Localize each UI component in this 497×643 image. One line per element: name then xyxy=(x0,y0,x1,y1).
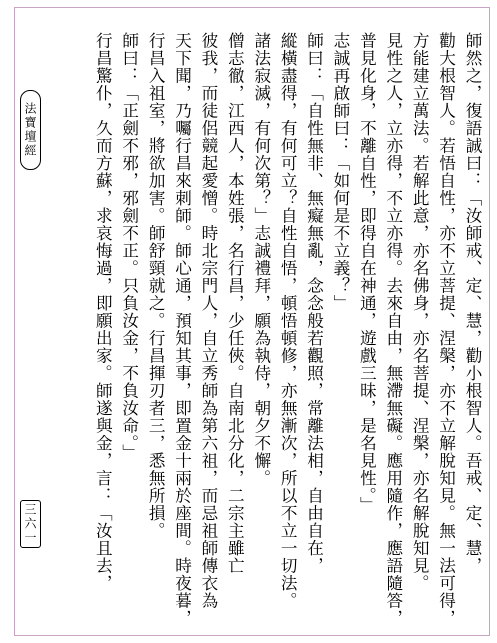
page-number: 三六一 xyxy=(23,503,37,545)
text-column: 諸法寂滅，有何次第？」志誠禮拜，願為執侍，朝夕不懈。 xyxy=(251,32,271,487)
text-column: 行昌驚仆，久而方蘇，求哀悔過，即願出家。師遂與金，言：「汝且去， xyxy=(93,32,113,592)
text-column: 普見化身，不離自性，即得自在神通，遊戲三昧，是名見性。」 xyxy=(357,32,377,514)
text-column: 天下聞，乃囑行昌來刺師。師心通，預知其事，即置金十兩於座間。時夜暮， xyxy=(172,32,192,627)
page-number-tab xyxy=(20,500,41,548)
text-column: 僧志徹，江西人，本姓張，名行昌，少任俠。自南北分化，二宗主雖亡 xyxy=(225,32,245,575)
vertical-text-body xyxy=(55,32,485,636)
text-column: 師然之，復語誠曰：「汝師戒、定、慧，勸小根智人。吾戒、定、慧， xyxy=(463,32,482,575)
text-column: 師曰：「自性無非、無癡無亂，念念般若觀照，常離法相，自由自在， xyxy=(304,32,324,575)
text-column: 見性之人，立亦得，不立亦得。去來自由，無滯無礙。應用隨作，應語隨答， xyxy=(383,32,403,627)
book-title: 法寶壇經 xyxy=(23,102,37,158)
book-title-tab xyxy=(20,90,41,170)
text-column: 方能建立萬法。若解此意，亦名佛身，亦名菩提、涅槃，亦名解脫知見。 xyxy=(410,32,430,592)
text-column: 勸大根智人。若悟自性，亦不立菩提、涅槃，亦不立解脫知見。無一法可得， xyxy=(436,32,456,627)
text-column: 彼我，而徒侶競起愛憎。時北宗門人，自立秀師為第六祖，而忌祖師傳衣為 xyxy=(198,32,218,610)
text-column: 師曰：「正劍不邪，邪劍不正。只負汝金，不負汝命。」 xyxy=(119,32,139,462)
text-column: 志誠再啟師曰：「如何是不立義？」 xyxy=(330,32,350,312)
text-column: 縱橫盡得，有何可立？自性自悟，頓悟頓修，亦無漸次，所以不立一切法。 xyxy=(278,32,298,610)
text-column: 行昌入祖室，將欲加害。師舒頸就之。行昌揮刃者三，悉無所損。 xyxy=(146,32,166,540)
